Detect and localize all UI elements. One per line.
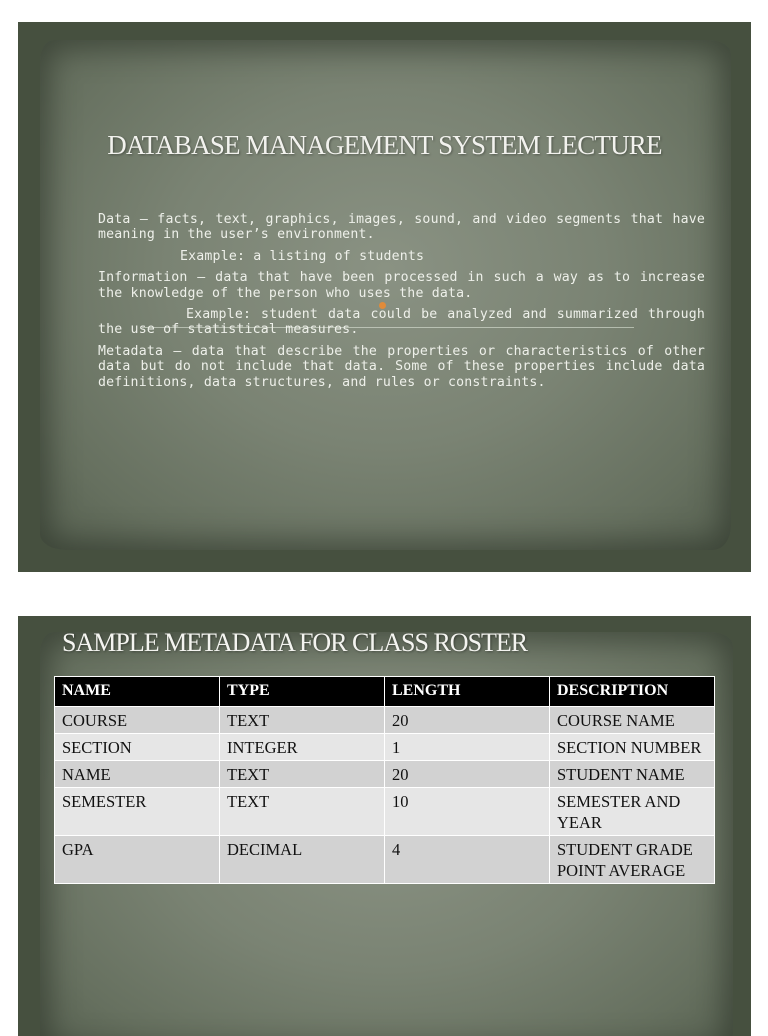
cell-length: 1 (385, 734, 550, 761)
information-definition: Information – data that have been processed in such a way as to increase the knowledge of the person who uses the data. (98, 270, 705, 301)
slide-1-title: DATABASE MANAGEMENT SYSTEM LECTURE (107, 130, 662, 160)
cell-name: SEMESTER (55, 788, 220, 836)
cell-length: 20 (385, 761, 550, 788)
header-name: NAME (55, 677, 220, 707)
cell-type: TEXT (220, 707, 385, 734)
cell-type: INTEGER (220, 734, 385, 761)
header-length: LENGTH (385, 677, 550, 707)
cell-name: COURSE (55, 707, 220, 734)
cell-length: 10 (385, 788, 550, 836)
table-row (55, 707, 715, 734)
cell-type: TEXT (220, 788, 385, 836)
cell-description: STUDENT GRADE POINT AVERAGE (550, 836, 715, 884)
metadata-definition: Metadata – data that describe the properties or characteristics of other data but do not include that data. Some of these properties include data definitions, data structures, and rules or constraints. (98, 343, 705, 390)
slide-2-title: SAMPLE METADATA FOR CLASS ROSTER (62, 628, 528, 657)
cell-description: STUDENT NAME (550, 761, 715, 788)
cell-description: SEMESTER AND YEAR (550, 788, 715, 836)
data-example: Example: a listing of students (180, 248, 425, 264)
table-row (55, 836, 715, 884)
metadata-table (54, 676, 715, 884)
slide-class-roster-metadata (18, 616, 751, 1036)
cell-length: 4 (385, 836, 550, 884)
information-example: Example: student data could be analyzed and summarized through the use of statistical measures. (98, 307, 705, 338)
cell-description: COURSE NAME (550, 707, 715, 734)
cell-length: 20 (385, 707, 550, 734)
cell-description: SECTION NUMBER (550, 734, 715, 761)
table-row (55, 761, 715, 788)
header-type: TYPE (220, 677, 385, 707)
header-description: DESCRIPTION (550, 677, 715, 707)
cell-type: DECIMAL (220, 836, 385, 884)
cell-name: SECTION (55, 734, 220, 761)
table-row (55, 734, 715, 761)
cell-name: GPA (55, 836, 220, 884)
table-row (55, 788, 715, 836)
slide-lecture-definitions (18, 22, 751, 572)
definitions-text (98, 212, 705, 396)
cell-type: TEXT (220, 761, 385, 788)
cell-name: NAME (55, 761, 220, 788)
data-definition: Data – facts, text, graphics, images, sound, and video segments that have meaning in the user’s environment. (98, 212, 705, 243)
table-header-row (55, 677, 715, 707)
